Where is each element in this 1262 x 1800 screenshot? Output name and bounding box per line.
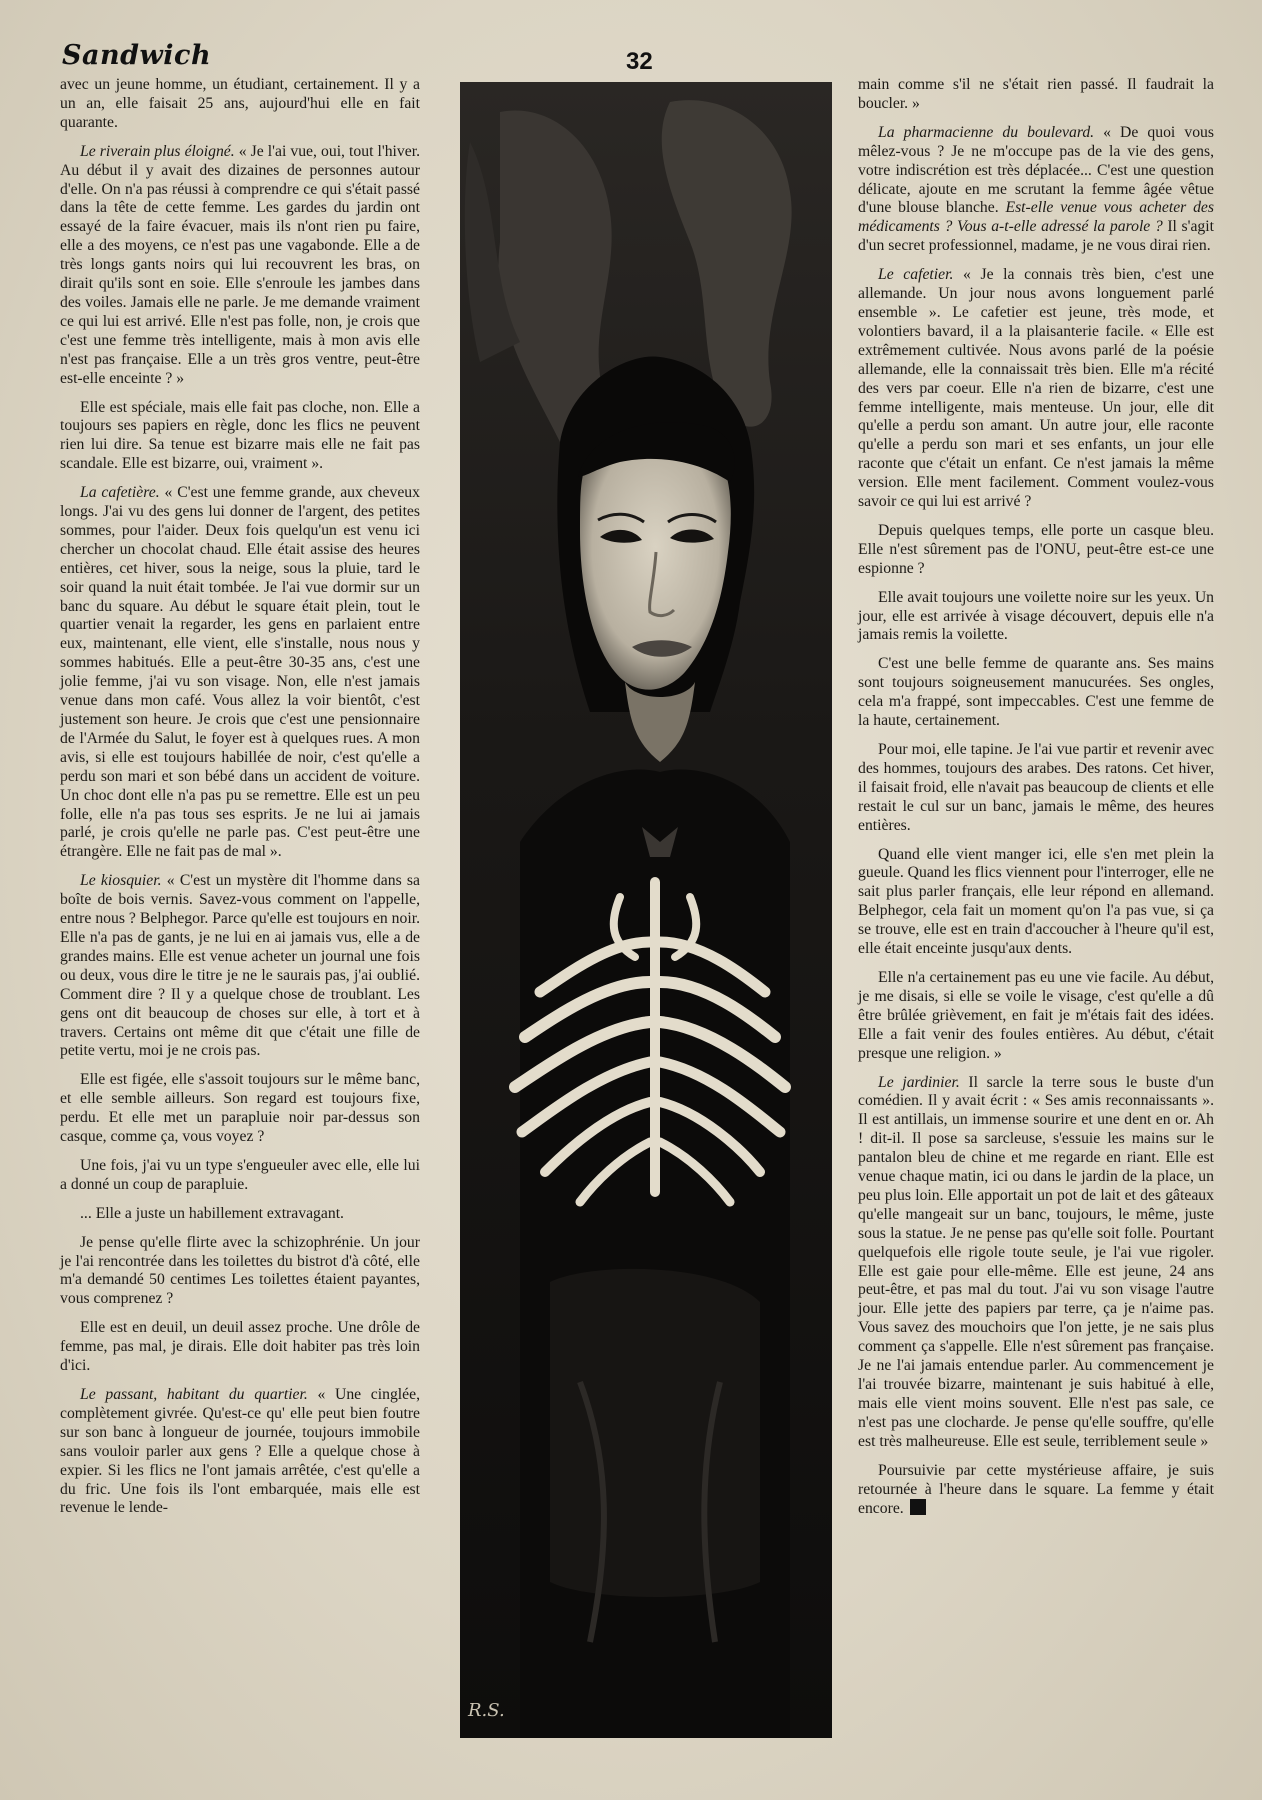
speaker-label: La pharmacienne du boulevard. — [878, 123, 1095, 141]
magazine-logo: Sandwich — [62, 40, 212, 71]
paragraph-text: Elle avait toujours une voilette noire sur les yeux. Un jour, elle est arrivée à visage découvert, depuis elle n'a jamais remis la voilette. — [858, 588, 1214, 644]
speaker-label: Le cafetier. — [878, 266, 954, 284]
paragraph-text-tail: Il s'agit d'un secret professionnel, madame, je ne vous dirai rien. — [858, 218, 1214, 255]
illustration-drawing — [460, 82, 832, 1738]
paragraph-text: « Une cinglée, complètement givrée. Qu'est-ce qu' elle peut bien foutre sur son banc à longueur de journée, toujours immobile sans vouloir parler aux gens ? Elle a quelque chose à expier. Si les flics ne l'ont jamais arrêtée, c'est qu'elle a du fric. Une fois ils l'ont embarquée, mais elle est revenue le lende- — [60, 1386, 421, 1517]
article-paragraph — [60, 76, 420, 133]
paragraph-text: Il sarcle la terre sous le buste d'un comédien. Il y avait écrit : « Ses amis reconnaissants ». Il est antillais, un immense sourire et une dent en or. Ah ! dit-il. Il pose sa sarcleuse, s'essuie les mains sur le pantalon bleu de chine et me regarde en riant. Elle est venue chaque matin, ici ou dans le jardin de la place, un peu plus loin. Elle apportait un pot de lait et des gâteaux qu'elle mangeait sur un banc, toujours, le même, juste sous la statue. Je ne pense pas qu'elle soit folle. Pourtant quelquefois elle rigole toute seule, je l'ai vue rigoler. Elle est gaie pour elle-même. Elle est jeune, 24 ans peut-être, et pas mal du tout. J'ai vu son visage l'autre jour. Elle jette des papiers par terre, ça je n'aime pas. Vous savez des mouchoirs que l'on jette, je ne sais plus comment ça s'appelle. Elle n'est sûrement pas française. Je ne l'ai jamais entendue parler. Au commencement je l'ai trouvée bizarre, maintenant je suis habitué à elle, mais elle vient moins souvent. Elle n'est pas sale, ce n'est pas une clocharde. Je pense qu'elle souffre, qu'elle est très malheureuse. Elle est seule, terriblement seule » — [858, 1073, 1214, 1450]
article-paragraph — [60, 1157, 420, 1195]
article-paragraph — [60, 1205, 420, 1224]
article-column-left — [60, 76, 420, 1528]
article-column-right — [858, 76, 1214, 1529]
article-paragraph — [858, 655, 1214, 731]
paragraph-text: « C'est un mystère dit l'homme dans sa boîte de bois vernis. Savez-vous comment on l'appelle, entre nous ? Belphegor. Parce qu'elle est toujours en noir. Elle n'a pas de gants, je ne lui en ai jamais vus, elle a de grandes mains. Elle est venue acheter un journal une fois ou deux, vous dire le titre je ne le saurais pas, j'ai oublié. Comment dire ? Il y a quelque chose de troublant. Les gens ont dit beaucoup de choses sur elle, à tort et à travers. Certains ont même dit que c'était une fille de petite vertu, moi je ne crois pas. — [60, 872, 420, 1060]
article-paragraph — [60, 1071, 420, 1147]
article-paragraph — [858, 969, 1214, 1064]
speaker-label: La cafetière. — [80, 484, 160, 502]
paragraph-text: Elle n'a certainement pas eu une vie facile. Au début, je me disais, si elle se voile le visage, c'est qu'elle a dû être brûlée grièvement, en fait je m'étais fait des idées. Elle a fait venir des foules entières. Au début, c'était presque une religion. » — [858, 968, 1214, 1062]
article-paragraph — [60, 1319, 420, 1376]
article-paragraph — [858, 589, 1214, 646]
article-paragraph — [858, 1074, 1214, 1452]
paragraph-text: « C'est une femme grande, aux cheveux longs. J'ai vu des gens lui donner de l'argent, des petites sommes, pour l'aider. Deux fois quelqu'un est venu ici chercher un chocolat chaud. Elle était assise des heures entières, cet hiver, sous la neige, sous la pluie, tard le soir quand la nuit était tombée. Je l'ai vue dormir sur un banc du square. Au début le square était plein, tout le quartier venait la regarder, les gens en parlaient entre eux, maintenant, elle vient, elle s'installe, nous nous y sommes habitués. Elle a peut-être 30-35 ans, c'est une jolie femme, j'ai vu son visage. Non, elle n'est jamais venue dans mon café. Vous allez la voir bientôt, c'est justement son heure. Je crois que c'est une pensionnaire de l'Armée du Salut, le foyer est à quelques rues. A mon avis, si elle est toujours habillée de noir, c'est qu'elle a perdu son mari et son bébé dans un accident de voiture. Un choc dont elle n'a pas pu se remettre. Elle est un peu folle, elle n'a pas tous ses esprits. Je ne lui ai jamais parlé, je crois qu'elle ne parle pas. C'est peut-être une étrangère. Elle ne fait pas de mal ». — [60, 484, 420, 861]
paragraph-text: « Je la connais très bien, c'est une allemande. Un jour nous avons longuement parlé ensemble ». Le cafetier est jeune, très mode, et volontiers bavard, il a la plaisanterie facile. « Elle est extrêmement cultivée. Nous avons parlé de la poésie allemande, elle la connaissait très bien. Elle m'a récité des vers par coeur. Elle n'a rien de bizarre, c'est une femme intelligente, mais menteuse. Un jour, elle dit qu'elle a perdu son amant. Un autre jour, elle raconte qu'elle a perdu son mari et ses enfants, un jour elle raconte que c'était un enfant. Ce n'est jamais la même version. Elle ment facilement. Comment voulez-vous savoir ce qui lui est arrivé ? — [858, 266, 1214, 511]
page-number: 32 — [626, 48, 653, 75]
paragraph-text: Quand elle vient manger ici, elle s'en met plein la gueule. Quand les flics viennent pour l'interroger, elle ne sait plus parler français, elle leur répond en allemand. Belphegor, cela fait un moment qu'on l'a pas vue, si ça se trouve, elle est en train d'accoucher à l'heure qu'il est, elle était enceinte jusqu'aux dents. — [858, 845, 1214, 958]
article-paragraph — [858, 741, 1214, 836]
article-paragraph — [60, 1234, 420, 1310]
illustration-woman-portrait — [460, 82, 832, 1738]
end-of-article-mark — [910, 1499, 926, 1515]
paragraph-text: avec un jeune homme, un étudiant, certainement. Il y a un an, elle faisait 25 ans, aujourd'hui elle en fait quarante. — [60, 76, 420, 131]
article-paragraph — [858, 846, 1214, 959]
paragraph-text: Elle est figée, elle s'assoit toujours sur le même banc, et elle semble ailleurs. Son regard est toujours fixe, perdu. Et elle met un parapluie noir par-dessus son casque, comme ça, vous voyez ? — [60, 1071, 420, 1146]
article-paragraph — [60, 143, 420, 389]
speaker-label: Le riverain plus éloigné. — [80, 142, 235, 160]
paragraph-text: Pour moi, elle tapine. Je l'ai vue partir et revenir avec des hommes, toujours des arabes. Des ratons. Cet hiver, il faisait froid, elle n'avait pas beaucoup de clients et elle restait le cul sur un banc, jamais le même, des heures entières. — [858, 741, 1214, 834]
illustration-signature: R.S. — [468, 1700, 505, 1721]
paragraph-text: Poursuivie par cette mystérieuse affaire, je suis retournée à l'heure dans le square. La femme y était encore. — [858, 1461, 1214, 1518]
paragraph-text: Je pense qu'elle flirte avec la schizophrénie. Un jour je l'ai rencontrée dans les toilettes du bistrot d'à côté, elle m'a demandé 50 centimes Les toilettes étaient payantes, vous comprenez ? — [60, 1233, 420, 1308]
paragraph-text: C'est une belle femme de quarante ans. Ses mains sont toujours soigneusement manucurées. Ses ongles, cela m'a frappé, sont impeccables. C'est une femme de la haute, certainement. — [858, 655, 1214, 730]
article-paragraph — [60, 484, 420, 862]
paragraph-text: « Je l'ai vue, oui, tout l'hiver. Au début il y avait des dizaines de personnes autour d'elle. On n'a pas réussi à comprendre ce qui s'était passé dans la tête de cette femme. Les gardes du jardin ont essayé de la faire évacuer, mais ils n'ont rien pu faire, elle a des moyens, ce n'est pas une vagabonde. Elle a de très longs gants noirs qui lui recouvrent les bras, on dirait qu'ils sont en soie. Elle s'enroule les jambes dans des voiles. Jamais elle ne parle. Je me demande vraiment ce qui lui est arrivé. Elle n'est pas folle, non, je crois que c'est une femme très intelligente, mais à mon avis elle n'est pas française. Elle a un très gros ventre, peut-être est-elle enceinte ? » — [60, 142, 420, 387]
article-paragraph — [858, 76, 1214, 114]
speaker-label: Le jardinier. — [878, 1073, 960, 1091]
italic-question: Est-elle venue vous acheter des médicaments ? Vous a-t-elle adressé la parole ? — [858, 199, 1215, 236]
paragraph-text: Elle est spéciale, mais elle fait pas cloche, non. Elle a toujours ses papiers en règle, donc les flics ne peuvent rien lui dire. Sa tenue est bizarre mais elle ne fait pas scandale. Elle est bizarre, oui, vraiment ». — [60, 398, 420, 473]
paragraph-text: main comme s'il ne s'était rien passé. Il faudrait la boucler. » — [858, 76, 1214, 112]
article-paragraph — [60, 1386, 420, 1518]
speaker-label: Le passant, habitant du quartier. — [80, 1386, 308, 1403]
paragraph-text: Depuis quelques temps, elle porte un casque bleu. Elle n'est sûrement pas de l'ONU, peut-être est-ce une espionne ? — [858, 521, 1214, 577]
paragraph-text: « De quoi vous mêlez-vous ? Je ne m'occupe pas de la vie des gens, votre indiscrétion est très déplacée... C'est une question délicate, ajoute en me scrutant la femme âgée vêtue d'une blouse blanche. — [858, 123, 1214, 217]
paragraph-text: Elle est en deuil, un deuil assez proche. Une drôle de femme, pas mal, je dirais. Elle doit habiter pas très loin d'ici. — [60, 1319, 420, 1375]
article-paragraph — [858, 1462, 1214, 1520]
paragraph-text: ... Elle a juste un habillement extravagant. — [80, 1204, 344, 1222]
article-paragraph — [858, 522, 1214, 579]
paragraph-text: Une fois, j'ai vu un type s'engueuler avec elle, elle lui a donné un coup de parapluie. — [60, 1156, 420, 1193]
speaker-label: Le kiosquier. — [80, 872, 162, 890]
article-paragraph — [858, 124, 1214, 256]
article-paragraph — [60, 872, 420, 1061]
article-paragraph — [60, 399, 420, 475]
article-paragraph — [858, 266, 1214, 512]
